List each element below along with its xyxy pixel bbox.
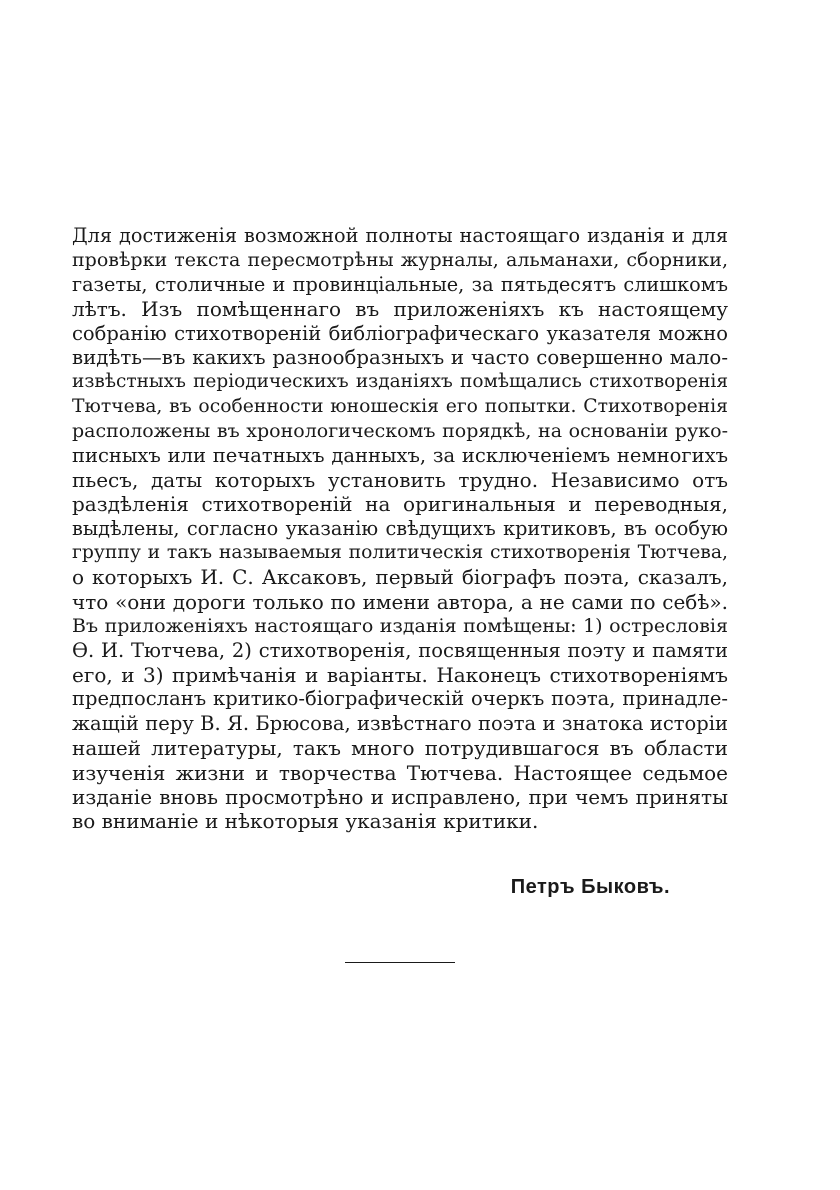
author-signature: Петръ Быковъ. bbox=[510, 876, 670, 898]
paragraph-line: Тютчева, въ особенности юношескія его попытки. Стихотворенія bbox=[72, 395, 728, 417]
paragraph-line: расположены въ хронологическомъ порядкѣ, на основаніи руко- bbox=[72, 420, 728, 443]
paragraph-line: во вниманіе и нѣкоторыя указанія критики. bbox=[72, 809, 539, 834]
paragraph-line: предпосланъ критико-біографическій очеркъ поэта, принадле- bbox=[72, 687, 728, 711]
paragraph-line: выдѣлены, согласно указанію свѣдущихъ критиковъ, въ особую bbox=[72, 516, 728, 540]
paragraph-line: Для достиженія возможной полноты настоящаго изданія и для bbox=[72, 224, 728, 247]
paragraph-line: изученія жизни и творчества Тютчева. Настоящее седьмое bbox=[72, 760, 728, 785]
paragraph-line: провѣрки текста пересмотрѣны журналы, альманахи, сборники, bbox=[72, 249, 728, 272]
paragraph-line: Ѳ. И. Тютчева, 2) стихотворенія, посвященныя поэту и памяти bbox=[72, 638, 728, 662]
paragraph-line: его, и 3) примѣчанія и варіанты. Наконецъ стихотвореніямъ bbox=[72, 663, 728, 688]
paragraph-line: лѣтъ. Изъ помѣщеннаго въ приложеніяхъ къ настоящему bbox=[72, 297, 728, 322]
paragraph-line: собранію стихотвореній библіографическаго указателя можно bbox=[72, 321, 728, 345]
paragraph-line: извѣстныхъ періодическихъ изданіяхъ помѣщались стихотворенія bbox=[72, 371, 728, 393]
paragraph-line: группу и такъ называемыя политическія стихотворенія Тютчева, bbox=[72, 542, 728, 564]
paragraph-line: о которыхъ И. С. Аксаковъ, первый біографъ поэта, сказалъ, bbox=[72, 565, 728, 590]
paragraph-line: изданіе вновь просмотрѣно и исправлено, при чемъ приняты bbox=[72, 784, 728, 809]
section-divider bbox=[345, 962, 455, 963]
paragraph-line: Въ приложеніяхъ настоящаго изданія помѣщены: 1) остресловія bbox=[72, 615, 728, 638]
paragraph-line: газеты, столичные и провинціальные, за пятьдесятъ слишкомъ bbox=[72, 272, 728, 296]
paragraph-line: жащій перу В. Я. Брюсова, извѣстнаго поэта и знатока исторіи bbox=[72, 711, 728, 735]
paragraph-line: нашей литературы, такъ много потрудившагося въ области bbox=[72, 736, 728, 761]
preface-paragraph bbox=[72, 224, 728, 834]
paragraph-line: видѣть—въ какихъ разнообразныхъ и часто совершенно мало- bbox=[72, 345, 728, 369]
paragraph-line: пьесъ, даты которыхъ установить трудно. Независимо отъ bbox=[72, 467, 728, 492]
paragraph-line: писныхъ или печатныхъ данныхъ, за исключеніемъ немногихъ bbox=[72, 443, 728, 467]
paragraph-line: раздѣленія стихотвореній на оригинальныя и переводныя, bbox=[72, 492, 728, 517]
paragraph-line: что «они дороги только по имени автора, а не сами по себѣ». bbox=[72, 589, 728, 614]
